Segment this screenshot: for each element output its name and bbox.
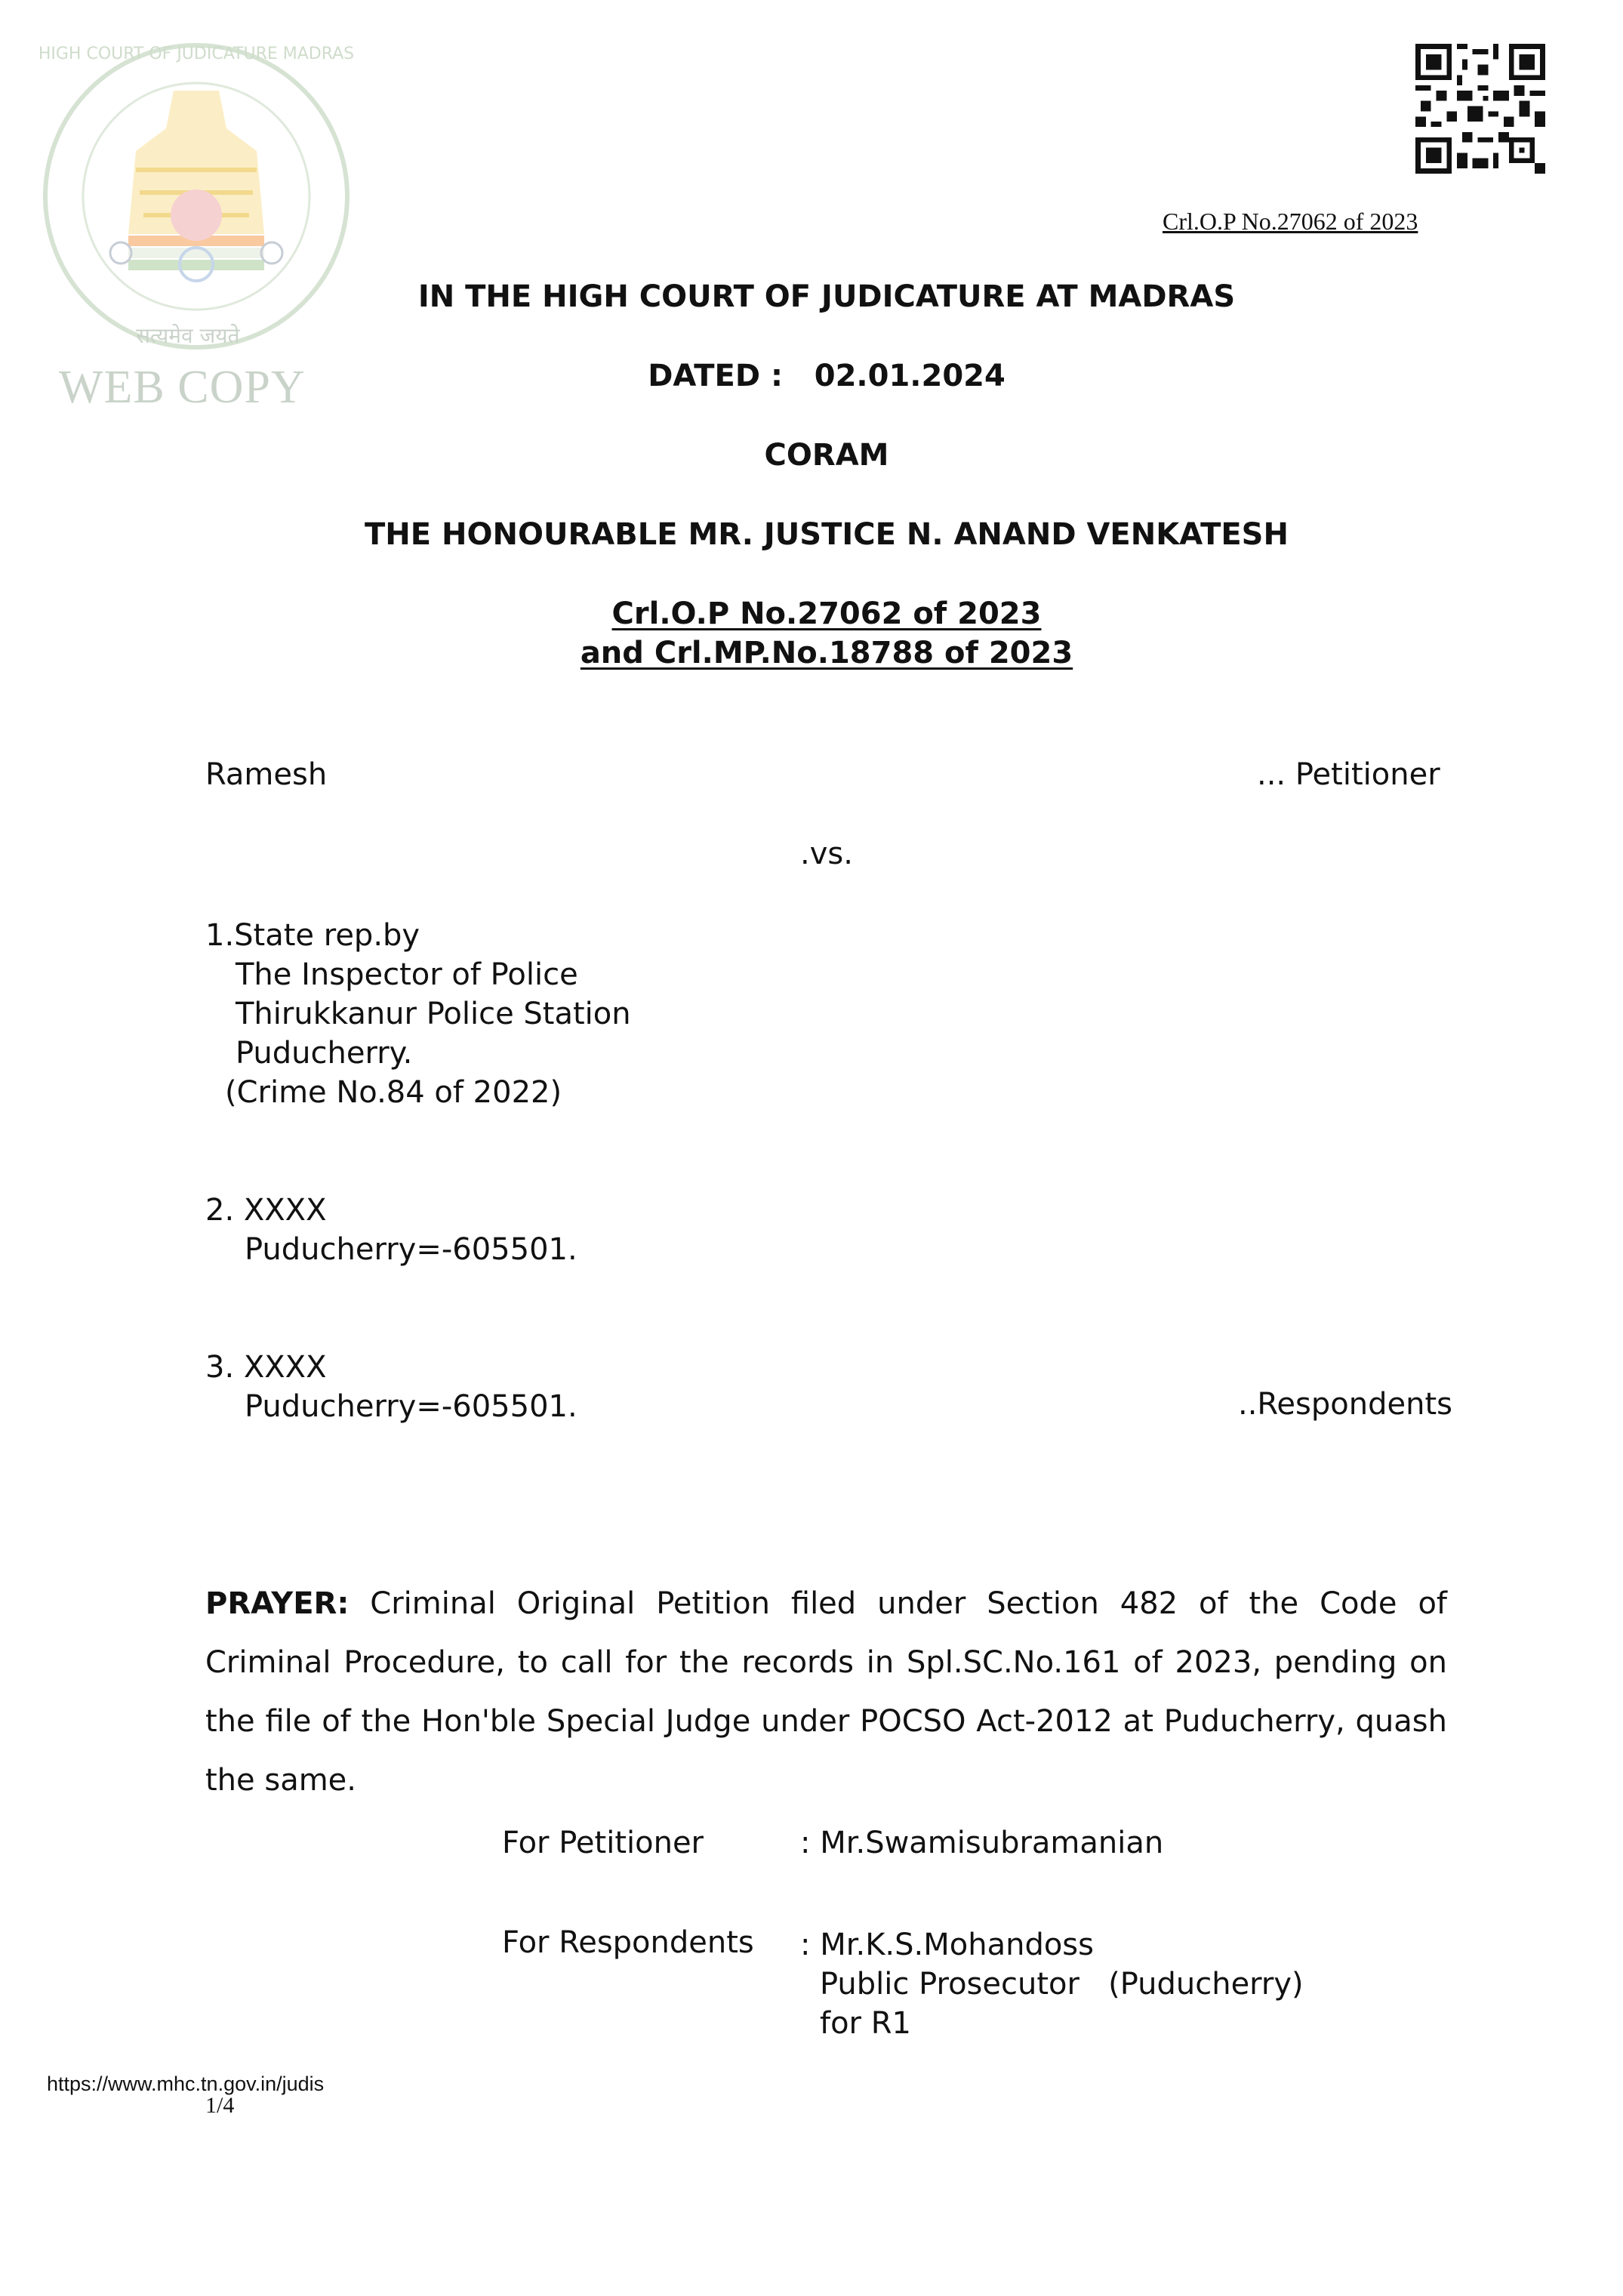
respondent-1-line2: The Inspector of Police (236, 957, 578, 992)
qr-code (1415, 44, 1545, 174)
judge-name: THE HONOURABLE MR. JUSTICE N. ANAND VENKATESH (365, 517, 1289, 552)
page-number: 1/4 (205, 2093, 235, 2118)
respondent-1-crime-no: (Crime No.84 of 2022) (225, 1075, 562, 1110)
respondent-1 (205, 916, 631, 1112)
respondent-1-line4: Puducherry. (236, 1036, 413, 1071)
case-number-main: Crl.O.P No.27062 of 2023 (611, 596, 1042, 631)
counsel-respondents-value (800, 1925, 1304, 2043)
prayer-text: Criminal Original Petition filed under Section 482 of the Code of Criminal Procedure, to call for the records in Spl.SC.No.161 of 2023, pending on the file of the Hon'ble Special Judge under POCSO Act-2012 at Puducherry, quash the same. (205, 1586, 1447, 1798)
respondent-3-line2: Puducherry=-605501. (245, 1389, 577, 1424)
case-number-line2 (0, 636, 1623, 670)
counsel-respondents-for: for R1 (820, 2006, 911, 2041)
qr-code-icon (1415, 44, 1545, 174)
designation-text: Public Prosecutor (820, 1967, 1079, 2002)
coram-heading: CORAM (764, 438, 889, 473)
case-number-line1 (0, 596, 1623, 631)
counsel-petitioner-value: : Mr.Swamisubramanian (800, 1826, 1164, 1860)
respondent-3-line1: 3. XXXX (205, 1350, 327, 1385)
respondent-1-line1: 1.State rep.by (205, 918, 420, 953)
respondent-1-line3: Thirukkanur Police Station (236, 997, 631, 1031)
counsel-petitioner-label: For Petitioner (502, 1826, 704, 1860)
prayer-paragraph (205, 1574, 1447, 1810)
respondents-role: ..Respondents (1238, 1387, 1452, 1422)
respondent-2-line1: 2. XXXX (205, 1193, 327, 1228)
counsel-respondents-designation (800, 1965, 1304, 2004)
seal-motto: सत्यमेव जयते (136, 323, 240, 348)
respondent-3 (205, 1348, 577, 1426)
counsel-respondents-label: For Respondents (502, 1925, 754, 1960)
versus: .vs. (800, 837, 853, 871)
prayer-label: PRAYER: (205, 1586, 350, 1621)
petitioner-role: ... Petitioner (1257, 757, 1440, 792)
petitioner-name: Ramesh (205, 757, 328, 792)
dated-label: DATED : (648, 359, 783, 393)
seal-ring-text: HIGH COURT OF JUDICATURE MADRAS (38, 45, 355, 63)
web-copy-watermark: WEB COPY (59, 362, 306, 413)
counsel-respondents-name: : Mr.K.S.Mohandoss (800, 1928, 1094, 1962)
designation-place: (Puducherry) (1108, 1967, 1304, 2002)
dated-value: 02.01.2024 (814, 359, 1006, 393)
footer-url: https://www.mhc.tn.gov.in/judis (47, 2073, 325, 2095)
court-title: IN THE HIGH COURT OF JUDICATURE AT MADRAS (417, 279, 1236, 314)
header-case-reference: Crl.O.P No.27062 of 2023 (1163, 208, 1418, 235)
dated-line (0, 359, 1623, 393)
respondent-2-line2: Puducherry=-605501. (245, 1232, 577, 1267)
case-number-misc: and Crl.MP.No.18788 of 2023 (580, 636, 1073, 670)
respondent-2 (205, 1191, 577, 1269)
